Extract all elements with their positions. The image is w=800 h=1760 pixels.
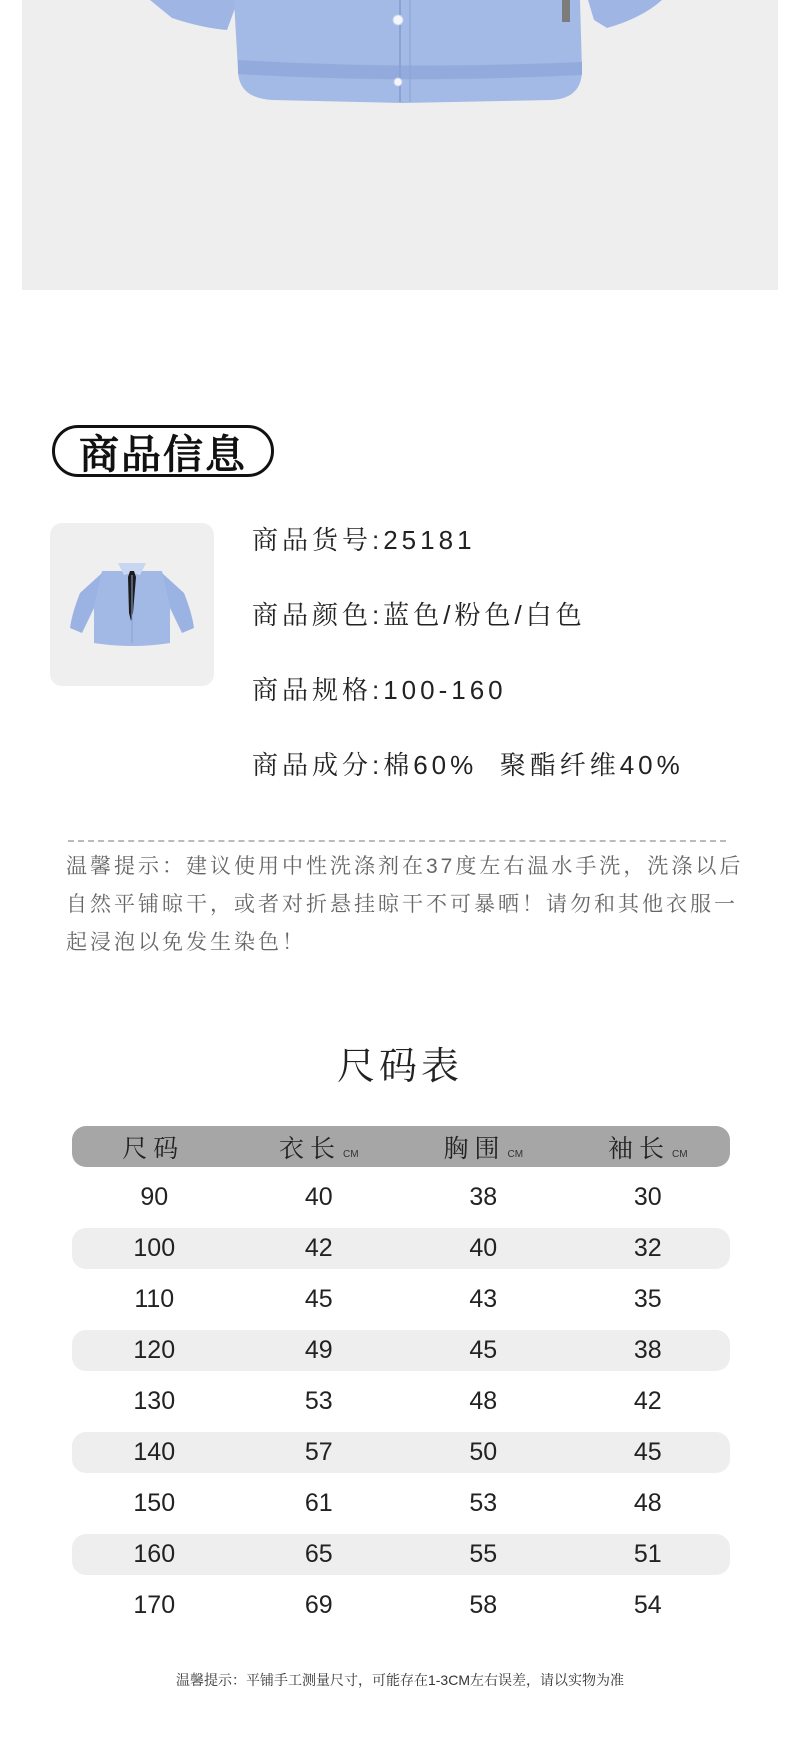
cell-size: 90 [140, 1183, 169, 1211]
cell-length: 69 [304, 1591, 333, 1619]
section-title-pill: 商品信息 [52, 425, 274, 477]
cell-chest: 50 [469, 1438, 498, 1466]
cell-size: 110 [134, 1285, 175, 1313]
cell-size: 130 [133, 1387, 176, 1415]
table-row [72, 1177, 730, 1218]
item-number: 商品货号:25181 [252, 525, 476, 555]
header-sleeve: 袖长 CM [607, 1134, 688, 1163]
cell-chest: 55 [469, 1540, 498, 1568]
cell-size: 120 [133, 1336, 176, 1364]
table-row [72, 1432, 730, 1473]
table-row [72, 1534, 730, 1575]
header-size: 尺码 [122, 1134, 185, 1163]
size-chart-title: 尺码表 [336, 1046, 463, 1088]
measurement-note: 温馨提示：平铺手工测量尺寸，可能存在1-3CM左右误差，请以实物为准 [175, 1672, 624, 1688]
cell-chest: 58 [469, 1591, 498, 1619]
cell-size: 150 [133, 1489, 176, 1517]
cell-chest: 45 [469, 1336, 498, 1364]
cell-length: 53 [304, 1387, 333, 1415]
product-thumbnail [50, 523, 214, 686]
shirt-image [22, 0, 778, 290]
table-row [72, 1381, 730, 1422]
table-row [72, 1483, 730, 1524]
size-table [72, 1126, 730, 1626]
table-row [72, 1330, 730, 1371]
cell-length: 42 [304, 1234, 333, 1262]
cell-length: 61 [304, 1489, 333, 1517]
dashed-divider [68, 840, 726, 842]
item-material: 商品成分:棉60% 聚酯纤维40% [252, 750, 684, 780]
table-row [72, 1228, 730, 1269]
cell-length: 57 [304, 1438, 333, 1466]
size-table-body [72, 1177, 730, 1626]
cell-sleeve: 51 [633, 1540, 662, 1568]
cell-length: 49 [304, 1336, 333, 1364]
header-length: 衣长 CM [278, 1134, 359, 1163]
cell-length: 45 [304, 1285, 333, 1313]
cell-sleeve: 30 [633, 1183, 662, 1211]
shirt-thumbnail-image [50, 523, 214, 686]
cell-sleeve: 38 [633, 1336, 662, 1364]
cell-size: 140 [133, 1438, 176, 1466]
cell-sleeve: 48 [633, 1489, 662, 1517]
cell-sleeve: 35 [633, 1285, 662, 1313]
cell-chest: 40 [469, 1234, 498, 1262]
cell-chest: 53 [469, 1489, 498, 1517]
cell-size: 100 [133, 1234, 176, 1262]
header-chest: 胸围 CM [443, 1134, 524, 1163]
cell-size: 160 [133, 1540, 176, 1568]
product-photo [22, 0, 778, 290]
cell-size: 170 [133, 1591, 176, 1619]
table-row [72, 1279, 730, 1320]
cell-length: 65 [304, 1540, 333, 1568]
item-color: 商品颜色:蓝色/粉色/白色 [252, 600, 586, 630]
cell-chest: 43 [469, 1285, 498, 1313]
cell-chest: 38 [469, 1183, 498, 1211]
cell-sleeve: 42 [633, 1387, 662, 1415]
cell-chest: 48 [469, 1387, 498, 1415]
item-spec: 商品规格:100-160 [252, 675, 507, 705]
cell-length: 40 [304, 1183, 333, 1211]
size-table-header [72, 1126, 730, 1167]
cell-sleeve: 45 [633, 1438, 662, 1466]
cell-sleeve: 54 [633, 1591, 662, 1619]
care-tip: 温馨提示：建议使用中性洗涤剂在37度左右温水手洗，洗涤以后自然平铺晾干，或者对折悬挂晾干不可暴晒！请勿和其他衣服一起浸泡以免发生染色！ [66, 855, 744, 954]
cell-sleeve: 32 [633, 1234, 662, 1262]
table-row [72, 1585, 730, 1626]
product-info [252, 520, 684, 820]
